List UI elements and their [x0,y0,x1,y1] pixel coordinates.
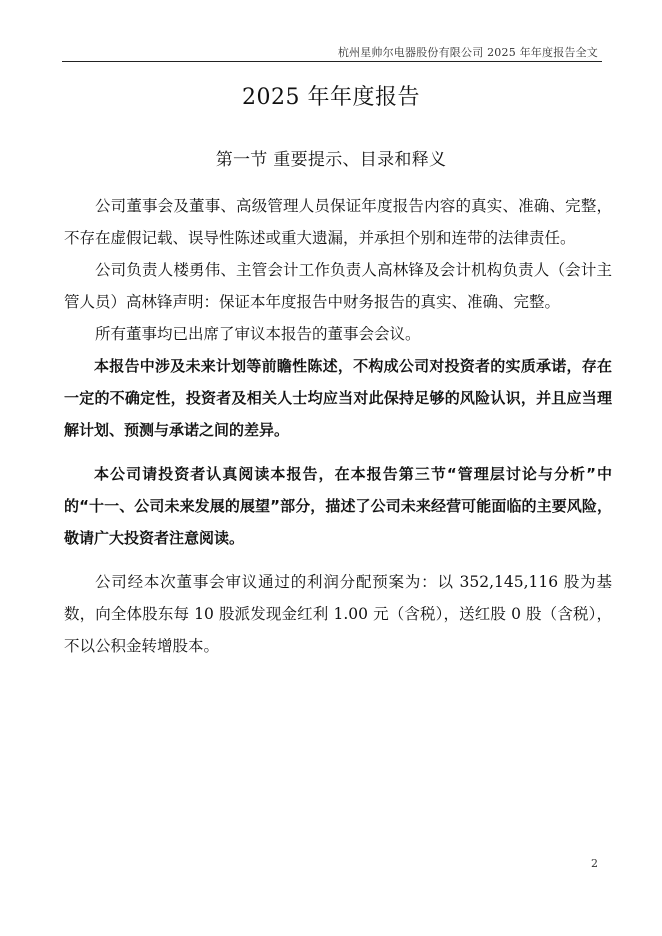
management-statement-paragraph: 公司负责人楼勇伟、主管会计工作负责人高林锋及会计机构负责人（会计主管人员）高林锋声明：保证本年度报告中财务报告的真实、准确、完整。 [64,261,612,311]
profit-distribution-paragraph: 公司经本次董事会审议通过的利润分配预案为：以 352,145,116 股为基数，向全体股东每 10 股派发现金红利 1.00 元（含税），送红股 0 股（含税），不以公积金转增股本。 [64,573,612,655]
body-content [64,190,612,662]
report-title: 2025 年年度报告 [242,85,420,110]
risk-notice-paragraph: 本公司请投资者认真阅读本报告，在本报告第三节“管理层讨论与分析”中的“十一、公司未来发展的展望”部分，描述了公司未来经营可能面临的主要风险，敬请广大投资者注意阅读。 [64,465,612,547]
board-attendance-paragraph: 所有董事均已出席了审议本报告的董事会会议。 [95,325,421,343]
board-responsibility-paragraph: 公司董事会及董事、高级管理人员保证年度报告内容的真实、准确、完整，不存在虚假记载、误导性陈述或重大遗漏，并承担个别和连带的法律责任。 [64,197,612,247]
section-title: 第一节 重要提示、目录和释义 [215,150,447,170]
running-header: 杭州星帅尔电器股份有限公司 2025 年年度报告全文 [337,46,598,59]
header-divider [62,61,602,62]
page-number: 2 [591,857,598,870]
forward-looking-disclaimer-paragraph: 本报告中涉及未来计划等前瞻性陈述，不构成公司对投资者的实质承诺，存在一定的不确定性，投资者及相关人士均应当对此保持足够的风险认识，并且应当理解计划、预测与承诺之间的差异。 [64,357,612,439]
